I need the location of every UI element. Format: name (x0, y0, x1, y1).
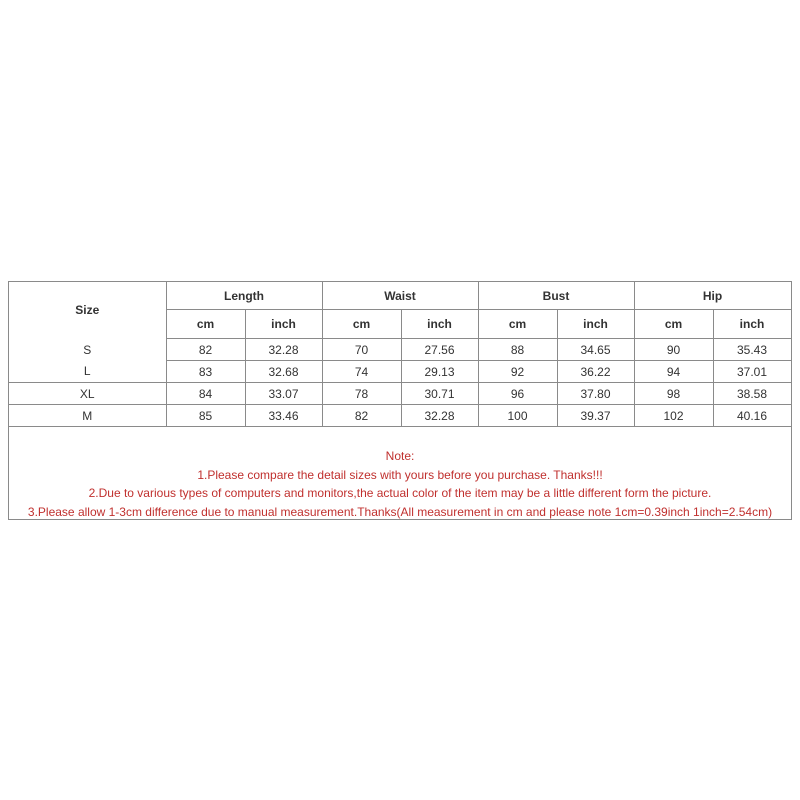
table-cell: 94 (634, 361, 713, 383)
table-cell: 32.68 (245, 361, 322, 383)
header-group-row (9, 282, 791, 310)
table-cell: 32.28 (245, 339, 322, 361)
unit-header: cm (478, 310, 557, 339)
size-column-header: Size (9, 282, 166, 339)
table-cell: 30.71 (401, 383, 478, 405)
notes-title: Note: (385, 449, 415, 463)
size-cell: S (83, 342, 92, 357)
unit-header: cm (322, 310, 401, 339)
table-cell: 34.65 (557, 339, 634, 361)
table-cell: 84 (166, 383, 245, 405)
table-cell: 78 (322, 383, 401, 405)
table-cell: 32.28 (401, 405, 478, 427)
length-header: Length (166, 282, 322, 310)
unit-header: cm (166, 310, 245, 339)
size-cell: L (9, 361, 166, 383)
table-cell: 38.58 (713, 383, 791, 405)
note-line: 1.Please compare the detail sizes with yours before you purchase. Thanks!!! (197, 467, 603, 482)
table-cell: 33.07 (245, 383, 322, 405)
table-cell: 100 (478, 405, 557, 427)
table-cell: 90 (634, 339, 713, 361)
notes-section (9, 447, 791, 521)
size-cell: M (9, 405, 166, 427)
table-row (9, 405, 791, 427)
table-cell: 74 (322, 361, 401, 383)
table-cell: 82 (322, 405, 401, 427)
unit-header: inch (245, 310, 322, 339)
size-cell: XL (9, 383, 166, 405)
note-line: 3.Please allow 1-3cm difference due to manual measurement.Thanks(All measurement in cm and please note 1cm=0.39inch 1inch=2.54cm) (27, 504, 773, 519)
size-table (9, 282, 792, 427)
table-cell: 37.80 (557, 383, 634, 405)
table-cell: 39.37 (557, 405, 634, 427)
table-cell: 102 (634, 405, 713, 427)
table-cell: 98 (634, 383, 713, 405)
table-cell: 88 (478, 339, 557, 361)
table-cell: 96 (478, 383, 557, 405)
table-cell: 36.22 (557, 361, 634, 383)
hip-header: Hip (634, 282, 791, 310)
table-cell: 29.13 (401, 361, 478, 383)
table-cell: 92 (478, 361, 557, 383)
table-cell: 35.43 (713, 339, 791, 361)
note-line: 2.Due to various types of computers and monitors,the actual color of the item may be a little different form the picture. (88, 486, 712, 500)
table-cell: 33.46 (245, 405, 322, 427)
unit-header: inch (557, 310, 634, 339)
table-cell: 40.16 (713, 405, 791, 427)
unit-header: cm (634, 310, 713, 339)
table-cell: 82 (166, 339, 245, 361)
table-row (9, 383, 791, 405)
unit-header: inch (713, 310, 791, 339)
table-row (9, 339, 791, 361)
table-row (9, 361, 791, 383)
table-cell: 27.56 (401, 339, 478, 361)
table-cell: 85 (166, 405, 245, 427)
table-cell: 70 (322, 339, 401, 361)
waist-header: Waist (322, 282, 478, 310)
table-cell: 37.01 (713, 361, 791, 383)
unit-header: inch (401, 310, 478, 339)
size-chart (8, 281, 792, 520)
table-cell: 83 (166, 361, 245, 383)
bust-header: Bust (478, 282, 634, 310)
